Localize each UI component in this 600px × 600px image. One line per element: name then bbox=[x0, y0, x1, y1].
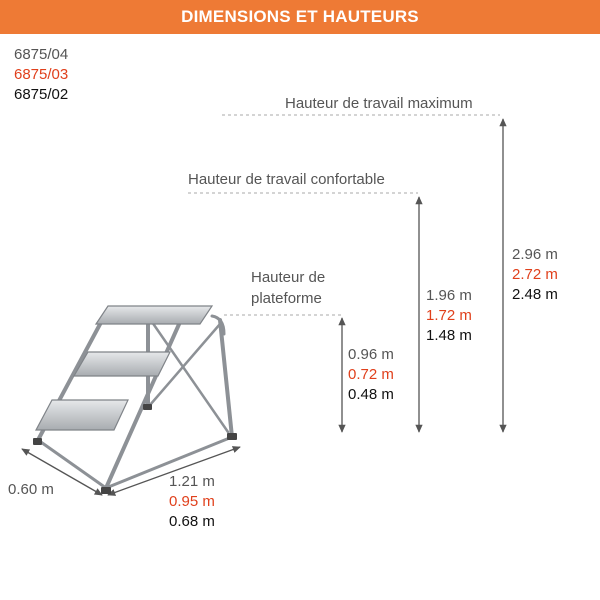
platform-height-values bbox=[348, 345, 394, 405]
comfort-height-values bbox=[426, 286, 472, 346]
max-height-values bbox=[512, 245, 558, 305]
model-ref-6875-03: 6875/03 bbox=[14, 66, 69, 83]
platform-height-6875-04: 0.96 m bbox=[348, 346, 394, 363]
comfort-height-label: Hauteur de travail confortable bbox=[188, 171, 385, 188]
comfort-height-6875-03: 1.72 m bbox=[426, 307, 472, 324]
max-height-6875-03: 2.72 m bbox=[512, 266, 558, 283]
ladder-platform bbox=[96, 306, 212, 324]
platform-height-6875-02: 0.48 m bbox=[348, 386, 394, 403]
depth-value: 0.60 m bbox=[8, 481, 54, 498]
comfort-height-6875-02: 1.48 m bbox=[426, 327, 472, 344]
max-height-label: Hauteur de travail maximum bbox=[285, 95, 473, 112]
model-ref-6875-02: 6875/02 bbox=[14, 86, 69, 103]
platform-height-6875-03: 0.72 m bbox=[348, 366, 394, 383]
length-6875-03: 0.95 m bbox=[169, 493, 215, 510]
model-ref-6875-04: 6875/04 bbox=[14, 46, 69, 63]
length-6875-02: 0.68 m bbox=[169, 513, 215, 530]
platform-height-label-line1: Hauteur de bbox=[251, 269, 326, 286]
max-height-6875-02: 2.48 m bbox=[512, 286, 558, 303]
ladder-treads bbox=[36, 306, 212, 430]
header-title: DIMENSIONS ET HAUTEURS bbox=[181, 7, 419, 26]
max-height-6875-04: 2.96 m bbox=[512, 246, 558, 263]
length-values bbox=[169, 472, 215, 532]
ladder-step-2 bbox=[74, 352, 170, 376]
ladder-step-1 bbox=[36, 400, 128, 430]
comfort-height-6875-04: 1.96 m bbox=[426, 287, 472, 304]
length-6875-04: 1.21 m bbox=[169, 473, 215, 490]
platform-height-label-line2: plateforme bbox=[251, 290, 322, 307]
